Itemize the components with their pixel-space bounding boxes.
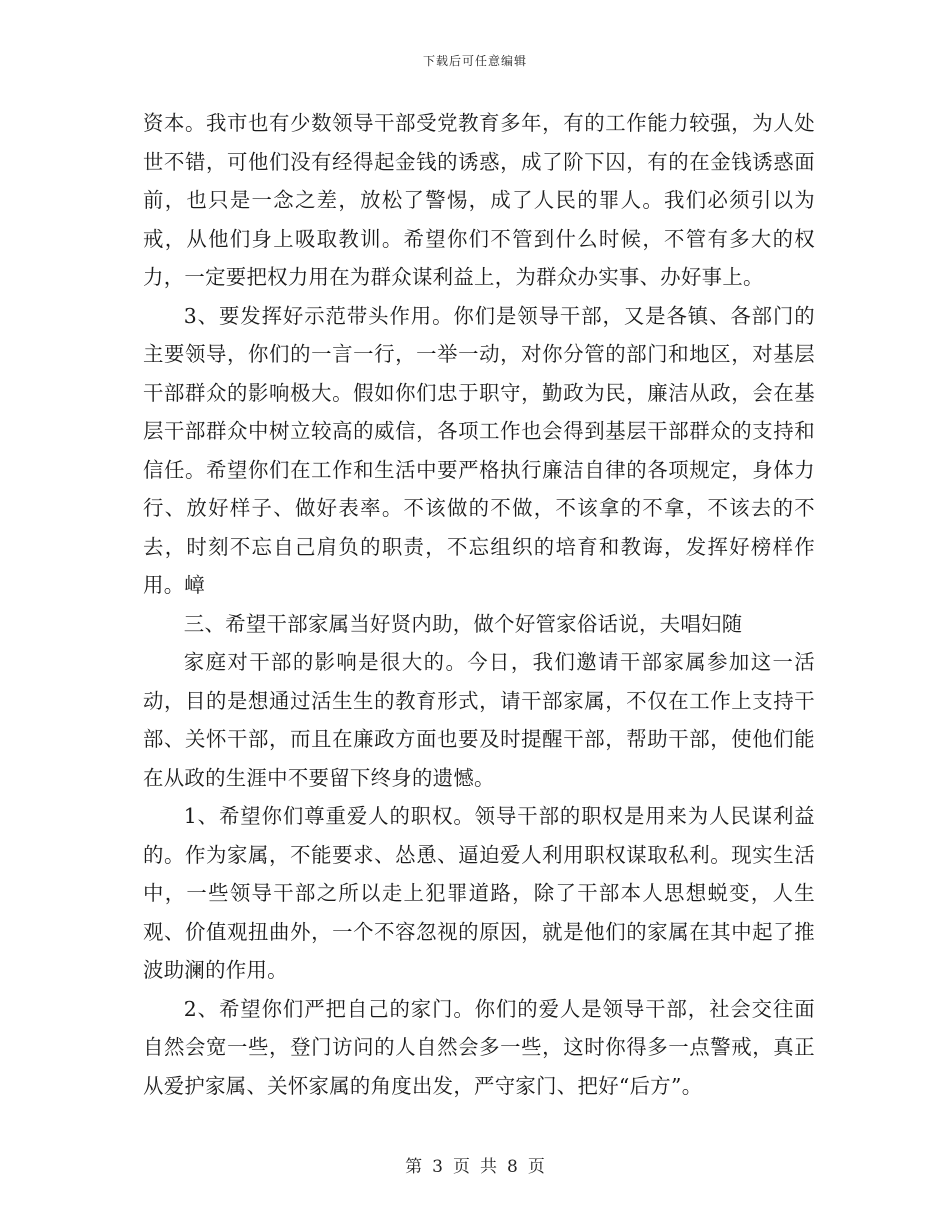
paragraph: 家庭对干部的影响是很大的。今日，我们邀请干部家属参加这一活动，目的是想通过活生生的教育形式，请干部家属，不仅在工作上支持干部、关怀干部，而且在廉政方面也要及时提醒干部，帮助干部，使他们能在从政的生涯中不要留下终身的遗憾。 xyxy=(143,650,815,790)
current-page-number: 3 xyxy=(432,1157,443,1177)
paragraph: 1、希望你们尊重爱人的职权。领导干部的职权是用来为人民谋利益的。作为家属，不能要求、怂恿、逼迫爱人利用职权谋取私利。现实生活中，一些领导干部之所以走上犯罪道路，除了干部本人思想蜕变，人生观、价值观扭曲外，一个不容忽视的原因，就是他们的家属在其中起了推波助澜的作用。 xyxy=(143,804,815,982)
footer-prefix: 第 xyxy=(405,1157,423,1177)
footer-suffix: 页 xyxy=(527,1157,545,1177)
page-footer xyxy=(0,1152,950,1177)
section-heading: 三、希望干部家属当好贤内助，做个好管家俗话说，夫唱妇随 xyxy=(183,611,743,636)
page-header: 下载后可任意编辑 xyxy=(422,54,527,68)
paragraph: 资本。我市也有少数领导干部受党教育多年，有的工作能力较强，为人处世不错，可他们没有经得起金钱的诱惑，成了阶下囚，有的在金钱诱惑面前，也只是一念之差，放松了警惕，成了人民的罪人。我们必须引以为戒，从他们身上吸取教训。希望你们不管到什么时候，不管有多大的权力，一定要把权力用在为群众谋利益上，为群众办实事、办好事上。 xyxy=(143,111,815,289)
paragraph: 3、要发挥好示范带头作用。你们是领导干部，又是各镇、各部门的主要领导，你们的一言一行，一举一动，对你分管的部门和地区，对基层干部群众的影响极大。假如你们忠于职守，勤政为民，廉洁从政，会在基层干部群众中树立较高的威信，各项工作也会得到基层干部群众的支持和信任。希望你们在工作和生活中要严格执行廉洁自律的各项规定，身体力行、放好样子、做好表率。不该做的不做，不该拿的不拿，不该去的不去，时刻不忘自己肩负的职责，不忘组织的培育和教诲，发挥好榜样作用。嶂 xyxy=(143,303,815,597)
paragraph: 2、希望你们严把自己的家门。你们的爱人是领导干部，社会交往面自然会宽一些，登门访问的人自然会多一些，这时你得多一点警戒，真正从爱护家属、关怀家属的角度出发，严守家门、把好“后方”。 xyxy=(143,996,815,1098)
document-body xyxy=(143,104,815,1105)
total-page-number: 8 xyxy=(507,1157,518,1177)
footer-page-label: 页 xyxy=(453,1157,470,1177)
footer-total-label: 共 xyxy=(480,1157,497,1177)
